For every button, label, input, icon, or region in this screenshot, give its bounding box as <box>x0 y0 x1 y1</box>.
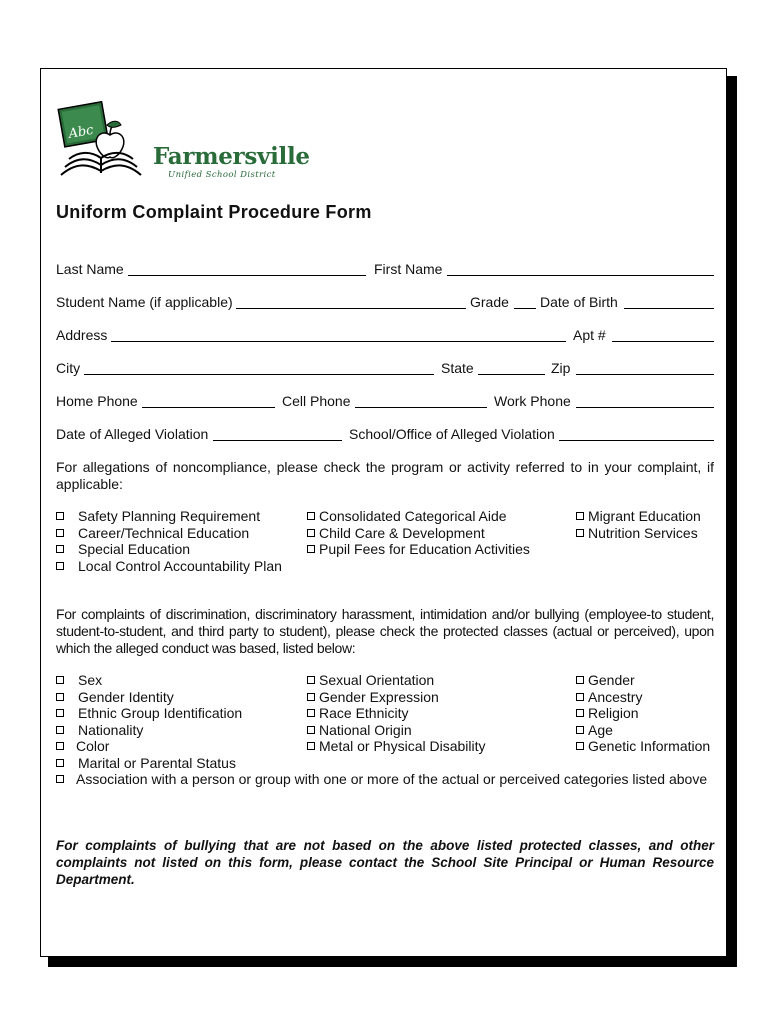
class-label: Ancestry <box>588 689 643 705</box>
program-label: Local Control Accountability Plan <box>78 558 282 574</box>
checkbox-icon[interactable] <box>576 512 584 520</box>
class-label: Age <box>588 722 613 738</box>
zip-field[interactable] <box>576 374 714 375</box>
class-label: Marital or Parental Status <box>78 755 236 771</box>
class-checkbox[interactable] <box>576 705 639 721</box>
class-label: Metal or Physical Disability <box>319 738 486 754</box>
discrimination-intro: For complaints of discrimination, discriminatory harassment, intimidation and/or bullying (employee-to student, student-to-student, and third party to student), please check the protected classes (actual or perceived), upon which the alleged conduct was based, listed below: <box>56 606 714 656</box>
chalkboard-apple-book-icon <box>55 93 145 183</box>
program-checkbox[interactable] <box>56 525 249 541</box>
city-label: City <box>56 360 81 376</box>
date-violation-field[interactable] <box>213 440 342 441</box>
checkbox-icon[interactable] <box>307 676 315 684</box>
student-name-field[interactable] <box>236 308 466 309</box>
checkbox-icon[interactable] <box>307 512 315 520</box>
checkbox-icon[interactable] <box>576 529 584 537</box>
program-checkbox[interactable] <box>576 508 701 524</box>
apt-field[interactable] <box>612 341 714 342</box>
class-checkbox[interactable] <box>307 738 486 754</box>
class-label: Religion <box>588 705 639 721</box>
home-phone-label: Home Phone <box>56 393 138 409</box>
checkbox-icon[interactable] <box>56 512 64 520</box>
class-label: Sex <box>78 672 103 688</box>
logo-subtitle: Unified School District <box>168 170 276 180</box>
checkbox-icon[interactable] <box>576 742 584 750</box>
address-field[interactable] <box>111 341 566 342</box>
checkbox-icon[interactable] <box>307 545 315 553</box>
cell-phone-label: Cell Phone <box>282 393 351 409</box>
checkbox-icon[interactable] <box>56 726 64 734</box>
work-phone-field[interactable] <box>576 407 714 408</box>
zip-label: Zip <box>551 360 571 376</box>
class-checkbox[interactable] <box>576 689 642 705</box>
program-label: Consolidated Categorical Aide <box>319 508 507 524</box>
school-office-label: School/Office of Alleged Violation <box>349 426 555 442</box>
checkbox-icon[interactable] <box>307 742 315 750</box>
address-label: Address <box>56 327 108 343</box>
apt-label: Apt # <box>573 327 606 343</box>
class-label: Association with a person or group with one or more of the actual or perceived categories listed above <box>76 771 708 787</box>
class-checkbox[interactable] <box>56 705 242 721</box>
class-label: Color <box>76 738 110 754</box>
state-label: State <box>441 360 474 376</box>
program-label: Nutrition Services <box>588 525 698 541</box>
class-checkbox[interactable] <box>56 755 236 771</box>
form-page <box>40 68 727 957</box>
class-checkbox[interactable] <box>307 722 412 738</box>
checkbox-icon[interactable] <box>56 562 64 570</box>
class-checkbox[interactable] <box>56 722 143 738</box>
program-checkbox[interactable] <box>56 558 282 574</box>
checkbox-icon[interactable] <box>56 709 64 717</box>
class-label: Genetic Information <box>588 738 711 754</box>
last-name-label: Last Name <box>56 261 124 277</box>
city-field[interactable] <box>84 374 434 375</box>
class-label: Ethnic Group Identification <box>78 705 243 721</box>
dob-label: Date of Birth <box>540 294 618 310</box>
program-label: Migrant Education <box>588 508 701 524</box>
checkbox-icon[interactable] <box>56 759 64 767</box>
program-checkbox[interactable] <box>576 525 698 541</box>
checkbox-icon[interactable] <box>56 545 64 553</box>
program-label: Career/Technical Education <box>78 525 250 541</box>
class-checkbox[interactable] <box>307 705 408 721</box>
logo-name: Farmersville <box>153 143 310 170</box>
class-checkbox[interactable] <box>307 672 434 688</box>
program-checkbox[interactable] <box>307 541 530 557</box>
checkbox-icon[interactable] <box>576 709 584 717</box>
class-checkbox[interactable] <box>576 672 635 688</box>
class-label: Gender Identity <box>78 689 174 705</box>
date-violation-label: Date of Alleged Violation <box>56 426 209 442</box>
program-label: Pupil Fees for Education Activities <box>319 541 530 557</box>
checkbox-icon[interactable] <box>56 693 64 701</box>
checkbox-icon[interactable] <box>56 742 64 750</box>
program-checkbox[interactable] <box>56 541 190 557</box>
class-checkbox[interactable] <box>56 738 109 754</box>
program-checkbox[interactable] <box>307 525 485 541</box>
class-checkbox[interactable] <box>56 771 707 787</box>
class-checkbox[interactable] <box>56 689 174 705</box>
checkbox-icon[interactable] <box>56 775 64 783</box>
checkbox-icon[interactable] <box>307 726 315 734</box>
class-label: Nationality <box>78 722 144 738</box>
program-checkbox[interactable] <box>307 508 507 524</box>
class-checkbox[interactable] <box>576 722 613 738</box>
checkbox-icon[interactable] <box>307 693 315 701</box>
class-label: Gender Expression <box>319 689 439 705</box>
student-name-label: Student Name (if applicable) <box>56 294 233 310</box>
last-name-field[interactable] <box>128 275 366 276</box>
board-text: Abc <box>67 122 95 142</box>
checkbox-icon[interactable] <box>56 676 64 684</box>
first-name-field[interactable] <box>447 275 714 276</box>
program-label: Child Care & Development <box>319 525 485 541</box>
dob-field[interactable] <box>624 308 714 309</box>
program-label: Special Education <box>78 541 191 557</box>
home-phone-field[interactable] <box>142 407 275 408</box>
class-checkbox[interactable] <box>56 672 102 688</box>
class-checkbox[interactable] <box>307 689 439 705</box>
checkbox-icon[interactable] <box>56 529 64 537</box>
class-checkbox[interactable] <box>576 738 710 754</box>
checkbox-icon[interactable] <box>307 529 315 537</box>
bullying-note: For complaints of bullying that are not based on the above listed protected classes, and other complaints not listed on this form, please contact the School Site Principal or Human Resource Department. <box>56 838 714 887</box>
checkbox-icon[interactable] <box>576 726 584 734</box>
grade-field[interactable] <box>514 308 536 309</box>
programs-intro: For allegations of noncompliance, please check the program or activity referred to in your complaint, if applicable: <box>56 459 714 492</box>
grade-label: Grade <box>470 294 509 310</box>
cell-phone-field[interactable] <box>355 407 487 408</box>
district-logo <box>55 93 310 183</box>
work-phone-label: Work Phone <box>494 393 571 409</box>
school-office-field[interactable] <box>559 440 714 441</box>
class-label: Sexual Orientation <box>319 672 435 688</box>
checkbox-icon[interactable] <box>576 676 584 684</box>
program-checkbox[interactable] <box>56 508 260 524</box>
class-label: National Origin <box>319 722 412 738</box>
first-name-label: First Name <box>374 261 443 277</box>
program-label: Safety Planning Requirement <box>78 508 261 524</box>
checkbox-icon[interactable] <box>576 693 584 701</box>
form-title: Uniform Complaint Procedure Form <box>56 202 372 222</box>
class-label: Race Ethnicity <box>319 705 409 721</box>
checkbox-icon[interactable] <box>307 709 315 717</box>
class-label: Gender <box>588 672 635 688</box>
state-field[interactable] <box>478 374 545 375</box>
